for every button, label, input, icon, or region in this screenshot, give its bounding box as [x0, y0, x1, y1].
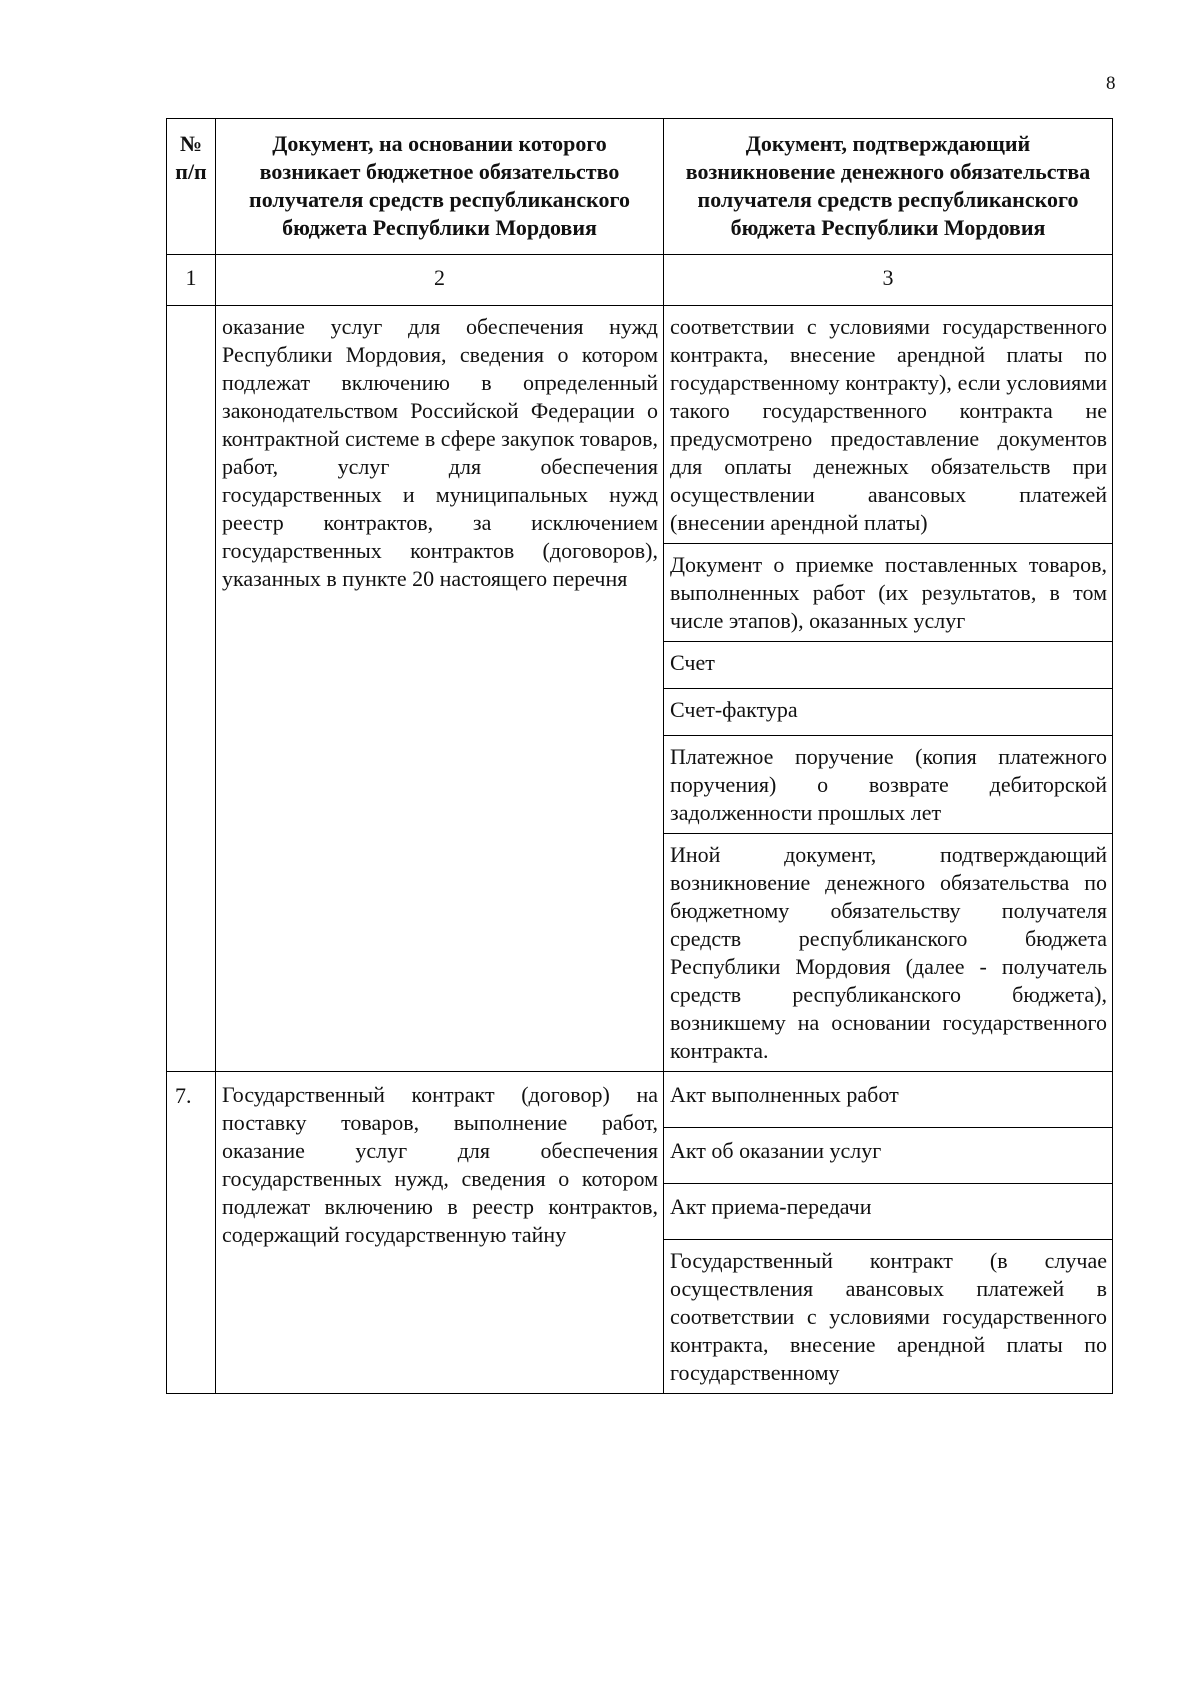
row-number — [167, 306, 216, 1072]
page-number: 8 — [1106, 73, 1116, 94]
confirming-document: Акт выполненных работ — [664, 1072, 1113, 1128]
confirming-document: Платежное поручение (копия платежного поручения) о возврате дебиторской задолженности прошлых лет — [664, 736, 1113, 834]
header-row — [167, 119, 1113, 255]
confirming-document: соответствии с условиями государственного контракта, внесение арендной платы по государственному контракту), если условиями такого государственного контракта не предусмотрено предоставление документов для оплаты денежных обязательств при осуществлении авансовых платежей (внесении арендной платы) — [664, 306, 1113, 544]
basis-document: Государственный контракт (договор) на поставку товаров, выполнение работ, оказание услуг для обеспечения государственных нужд, сведения о котором подлежат включению в реестр контрактов, содержащий государственную тайну — [216, 1072, 664, 1394]
column-index-row — [167, 255, 1113, 306]
obligations-table — [166, 118, 1113, 1394]
confirming-document: Государственный контракт (в случае осуществления авансовых платежей в соответствии с условиями государственного контракта, внесение арендной платы по государственному — [664, 1240, 1113, 1394]
confirming-document: Акт приема-передачи — [664, 1184, 1113, 1240]
row-number: 7. — [167, 1072, 216, 1394]
table-row — [167, 306, 1113, 544]
column-index: 1 — [167, 255, 216, 306]
confirming-document: Счет-фактура — [664, 689, 1113, 736]
confirming-document: Иной документ, подтверждающий возникновение денежного обязательства по бюджетному обязательству получателя средств республиканского бюджета Республики Мордовия (далее - получатель средств республиканского бюджета), возникшему на основании государственного контракта. — [664, 834, 1113, 1072]
column-index: 2 — [216, 255, 664, 306]
confirming-document: Акт об оказании услуг — [664, 1128, 1113, 1184]
header-number: № п/п — [167, 119, 216, 255]
header-confirming-document: Документ, подтверждающий возникновение денежного обязательства получателя средств республиканского бюджета Республики Мордовия — [664, 119, 1113, 255]
column-index: 3 — [664, 255, 1113, 306]
confirming-document: Документ о приемке поставленных товаров, выполненных работ (их результатов, в том числе этапов), оказанных услуг — [664, 544, 1113, 642]
basis-document: оказание услуг для обеспечения нужд Республики Мордовия, сведения о котором подлежат включению в определенный законодательством Российской Федерации о контрактной системе в сфере закупок товаров, работ, услуг для обеспечения государственных и муниципальных нужд реестр контрактов, за исключением государственных контрактов (договоров), указанных в пункте 20 настоящего перечня — [216, 306, 664, 1072]
header-basis-document: Документ, на основании которого возникает бюджетное обязательство получателя средств республиканского бюджета Республики Мордовия — [216, 119, 664, 255]
confirming-document: Счет — [664, 642, 1113, 689]
table-row — [167, 1072, 1113, 1128]
